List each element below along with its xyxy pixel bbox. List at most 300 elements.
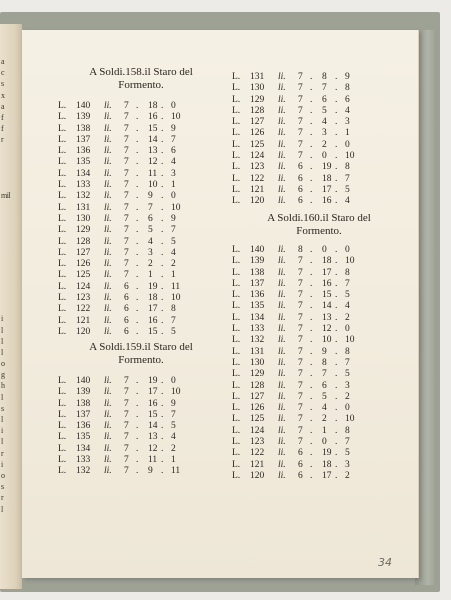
heading-line: Formento.: [118, 353, 164, 366]
table-cell: li.: [104, 326, 112, 337]
separator-dot: .: [310, 245, 313, 255]
table-cell: li.: [104, 466, 112, 477]
table-cell: li.: [278, 448, 286, 459]
table-cell: 16: [148, 315, 158, 326]
separator-dot: .: [335, 105, 338, 116]
separator-dot: .: [161, 270, 164, 281]
separator-dot: .: [310, 128, 313, 139]
fragment-line: [1, 302, 21, 313]
table-cell: 6: [298, 173, 303, 184]
table-cell: 7: [298, 139, 303, 150]
separator-dot: .: [335, 173, 338, 184]
separator-dot: .: [161, 225, 164, 236]
table-cell: 129: [76, 225, 91, 236]
table-cell: 13: [148, 432, 158, 443]
table-cell: 0: [345, 139, 350, 150]
table-cell: li.: [278, 173, 286, 184]
table-cell: 7: [124, 146, 129, 157]
separator-dot: .: [136, 247, 139, 258]
table-cell: 3: [345, 117, 350, 128]
table-cell: 17: [148, 304, 158, 315]
table-cell: L.: [58, 293, 67, 304]
table-cell: L.: [232, 278, 241, 289]
left-page-text-fragments: [1, 56, 21, 515]
table-cell: L.: [58, 101, 67, 111]
table-cell: 5: [345, 448, 350, 459]
table-cell: li.: [278, 105, 286, 116]
separator-dot: .: [136, 376, 139, 386]
fragment-line: [1, 146, 21, 157]
table-cell: 132: [76, 191, 91, 202]
page-number: 34: [378, 556, 392, 569]
table-cell: li.: [104, 168, 112, 179]
table-cell: 126: [76, 259, 91, 270]
table-cell: 4: [345, 105, 350, 116]
table-cell: li.: [278, 312, 286, 323]
separator-dot: .: [136, 202, 139, 213]
table-cell: 7: [298, 403, 303, 414]
table-cell: 15: [148, 326, 158, 337]
table-cell: L.: [232, 448, 241, 459]
table-cell: L.: [232, 72, 241, 82]
table-cell: 7: [298, 301, 303, 312]
separator-dot: .: [161, 455, 164, 466]
fragment-line: r: [1, 448, 4, 458]
separator-dot: .: [335, 335, 338, 346]
table-cell: li.: [104, 236, 112, 247]
table-cell: 1: [171, 180, 176, 191]
table-cell: L.: [232, 459, 241, 470]
table-cell: 10: [171, 293, 181, 304]
table-cell: 128: [250, 105, 265, 116]
separator-dot: .: [161, 443, 164, 454]
fragment-line: l: [1, 392, 3, 402]
table-cell: L.: [58, 191, 67, 202]
separator-dot: .: [136, 455, 139, 466]
table-cell: 7: [298, 414, 303, 425]
table-cell: L.: [58, 376, 67, 386]
table-cell: 9: [171, 398, 176, 409]
table-cell: L.: [232, 470, 241, 481]
table-cell: 11: [148, 168, 158, 179]
table-cell: 6: [148, 213, 153, 224]
table-cell: li.: [278, 335, 286, 346]
fragment-line: r: [1, 493, 4, 503]
table-cell: L.: [232, 184, 241, 195]
table-cell: L.: [232, 245, 241, 255]
table-cell: li.: [104, 455, 112, 466]
table-cell: li.: [104, 191, 112, 202]
table-cell: 125: [250, 414, 265, 425]
table-cell: 10: [345, 151, 355, 162]
table-cell: li.: [278, 117, 286, 128]
table-cell: 7: [298, 425, 303, 436]
table-cell: 0: [322, 245, 327, 255]
fragment-line: [1, 280, 21, 291]
table-cell: 16: [322, 196, 332, 207]
separator-dot: .: [310, 335, 313, 346]
table-cell: li.: [104, 293, 112, 304]
table-cell: 140: [76, 101, 91, 111]
table-cell: 6: [322, 94, 327, 105]
table-cell: li.: [104, 247, 112, 258]
separator-dot: .: [310, 414, 313, 425]
table-cell: 7: [322, 83, 327, 94]
table-cell: 8: [171, 304, 176, 315]
separator-dot: .: [310, 267, 313, 278]
table-cell: 17: [322, 470, 332, 481]
separator-dot: .: [310, 324, 313, 335]
table-cell: 0: [322, 151, 327, 162]
separator-dot: .: [335, 346, 338, 357]
separator-dot: .: [136, 409, 139, 420]
fragment-line: [1, 213, 21, 224]
table-cell: li.: [104, 376, 112, 386]
separator-dot: .: [335, 459, 338, 470]
table-cell: 8: [345, 267, 350, 278]
fragment-line: c: [1, 68, 5, 78]
table-cell: 7: [124, 432, 129, 443]
table-cell: 8: [345, 162, 350, 173]
table-cell: 8: [345, 83, 350, 94]
table-cell: L.: [58, 421, 67, 432]
table-cell: 18: [148, 293, 158, 304]
table-cell: 2: [171, 259, 176, 270]
table-cell: 13: [322, 312, 332, 323]
table-cell: 5: [345, 369, 350, 380]
table-cell: li.: [278, 128, 286, 139]
separator-dot: .: [136, 180, 139, 191]
table-cell: 121: [250, 184, 265, 195]
fragment-line: i: [1, 426, 3, 436]
table-cell: 7: [124, 398, 129, 409]
separator-dot: .: [335, 391, 338, 402]
separator-dot: .: [161, 466, 164, 477]
table-cell: li.: [278, 94, 286, 105]
table-cell: L.: [232, 301, 241, 312]
table-cell: 2: [148, 259, 153, 270]
table-cell: 7: [298, 324, 303, 335]
separator-dot: .: [161, 168, 164, 179]
table-cell: 132: [76, 466, 91, 477]
table-cell: L.: [58, 225, 67, 236]
separator-dot: .: [161, 213, 164, 224]
table-cell: L.: [58, 236, 67, 247]
heading-line: A Soldi.160.il Staro del: [267, 212, 371, 224]
fragment-line: [1, 168, 21, 179]
table-cell: 121: [76, 315, 91, 326]
table-cell: 7: [124, 236, 129, 247]
table-cell: 7: [298, 105, 303, 116]
table-cell: 7: [298, 391, 303, 402]
table-cell: 6: [124, 281, 129, 292]
table-cell: 131: [76, 202, 91, 213]
table-cell: 4: [322, 117, 327, 128]
table-cell: 127: [250, 117, 265, 128]
table-cell: 130: [76, 213, 91, 224]
separator-dot: .: [136, 112, 139, 123]
table-cell: L.: [232, 324, 241, 335]
table-cell: 7: [298, 346, 303, 357]
fragment-line: a: [1, 57, 5, 66]
table-cell: 2: [322, 139, 327, 150]
separator-dot: .: [335, 267, 338, 278]
table-cell: 7: [124, 455, 129, 466]
fragment-line: i: [1, 314, 3, 324]
separator-dot: .: [161, 134, 164, 145]
table-cell: L.: [232, 437, 241, 448]
table-cell: 7: [298, 380, 303, 391]
table-cell: 5: [171, 326, 176, 337]
fragment-line: l: [1, 415, 3, 424]
separator-dot: .: [335, 139, 338, 150]
table-cell: L.: [58, 398, 67, 409]
table-cell: 135: [76, 157, 91, 168]
table-cell: li.: [278, 267, 286, 278]
table-cell: 9: [148, 191, 153, 202]
separator-dot: .: [335, 437, 338, 448]
table-cell: 6: [298, 459, 303, 470]
table-cell: 7: [124, 466, 129, 477]
table-cell: L.: [232, 139, 241, 150]
separator-dot: .: [161, 281, 164, 292]
table-cell: L.: [58, 409, 67, 420]
separator-dot: .: [161, 202, 164, 213]
table-cell: 10: [171, 202, 181, 213]
table-cell: L.: [58, 387, 67, 398]
table-cell: li.: [104, 387, 112, 398]
table-cell: 18: [148, 101, 158, 111]
separator-dot: .: [161, 191, 164, 202]
table-cell: 6: [298, 162, 303, 173]
table-cell: 7: [124, 168, 129, 179]
table-cell: 2: [171, 443, 176, 454]
table-cell: L.: [232, 196, 241, 207]
separator-dot: .: [136, 146, 139, 157]
separator-dot: .: [310, 357, 313, 368]
table-cell: 125: [250, 139, 265, 150]
table-cell: 9: [171, 213, 176, 224]
table-cell: 7: [298, 94, 303, 105]
fragment-line: [1, 269, 21, 280]
separator-dot: .: [136, 213, 139, 224]
table-cell: 7: [124, 202, 129, 213]
separator-dot: .: [136, 191, 139, 202]
table-cell: 10: [345, 335, 355, 346]
table-cell: 7: [124, 213, 129, 224]
table-cell: L.: [58, 455, 67, 466]
table-cell: 120: [250, 470, 265, 481]
table-cell: li.: [104, 443, 112, 454]
table-cell: 5: [148, 225, 153, 236]
table-cell: 124: [76, 281, 91, 292]
separator-dot: .: [335, 256, 338, 267]
separator-dot: .: [310, 256, 313, 267]
separator-dot: .: [161, 146, 164, 157]
table-cell: 138: [76, 123, 91, 134]
table-cell: 1: [322, 425, 327, 436]
table-cell: 7: [298, 128, 303, 139]
table-cell: L.: [232, 380, 241, 391]
table-cell: 6: [124, 326, 129, 337]
separator-dot: .: [310, 105, 313, 116]
book-page: [22, 30, 419, 578]
separator-dot: .: [310, 312, 313, 323]
table-cell: 7: [124, 443, 129, 454]
table-cell: L.: [232, 414, 241, 425]
table-cell: 5: [322, 391, 327, 402]
table-cell: 134: [76, 168, 91, 179]
separator-dot: .: [335, 162, 338, 173]
table-cell: li.: [278, 380, 286, 391]
table-cell: L.: [232, 128, 241, 139]
table-cell: 9: [148, 466, 153, 477]
table-cell: 7: [298, 267, 303, 278]
table-cell: 9: [171, 123, 176, 134]
separator-dot: .: [310, 151, 313, 162]
table-cell: 135: [76, 432, 91, 443]
table-cell: 6: [322, 380, 327, 391]
table-cell: 0: [345, 403, 350, 414]
table-cell: li.: [278, 369, 286, 380]
separator-dot: .: [161, 293, 164, 304]
separator-dot: .: [161, 326, 164, 337]
table-cell: 122: [250, 448, 265, 459]
table-cell: 13: [148, 146, 158, 157]
table-cell: L.: [58, 466, 67, 477]
table-cell: L.: [58, 443, 67, 454]
table-cell: li.: [104, 134, 112, 145]
table-cell: li.: [278, 83, 286, 94]
table-cell: li.: [104, 281, 112, 292]
table-cell: li.: [278, 139, 286, 150]
separator-dot: .: [161, 409, 164, 420]
fragment-line: [1, 201, 21, 212]
table-cell: L.: [232, 105, 241, 116]
table-cell: 4: [345, 196, 350, 207]
table-cell: L.: [58, 326, 67, 337]
table-cell: 12: [148, 443, 158, 454]
separator-dot: .: [136, 259, 139, 270]
table-cell: L.: [58, 270, 67, 281]
table-cell: 7: [171, 315, 176, 326]
table-cell: 1: [345, 128, 350, 139]
separator-dot: .: [335, 128, 338, 139]
separator-dot: .: [310, 196, 313, 207]
separator-dot: .: [335, 380, 338, 391]
separator-dot: .: [310, 459, 313, 470]
separator-dot: .: [310, 117, 313, 128]
table-cell: 7: [345, 278, 350, 289]
table-cell: 5: [322, 105, 327, 116]
separator-dot: .: [335, 245, 338, 255]
table-cell: 15: [148, 409, 158, 420]
separator-dot: .: [161, 376, 164, 386]
table-cell: 5: [171, 421, 176, 432]
heading-line: A Soldi.159.il Staro del: [89, 341, 193, 353]
separator-dot: .: [335, 470, 338, 481]
table-cell: 7: [124, 191, 129, 202]
heading-line: A Soldi.158.il Staro del: [89, 66, 193, 78]
table-cell: 0: [171, 191, 176, 202]
table-cell: 4: [171, 432, 176, 443]
table-cell: 139: [76, 112, 91, 123]
table-cell: 6: [171, 146, 176, 157]
separator-dot: .: [335, 324, 338, 335]
table-cell: 123: [76, 293, 91, 304]
table-cell: L.: [232, 173, 241, 184]
separator-dot: .: [161, 247, 164, 258]
table-cell: 6: [124, 315, 129, 326]
table-cell: 129: [250, 369, 265, 380]
table-cell: li.: [278, 151, 286, 162]
separator-dot: .: [310, 470, 313, 481]
table-cell: 120: [76, 326, 91, 337]
table-cell: 0: [322, 437, 327, 448]
table-cell: 7: [298, 437, 303, 448]
table-cell: 9: [322, 346, 327, 357]
table-cell: L.: [232, 151, 241, 162]
table-cell: 7: [171, 134, 176, 145]
table-cell: 7: [124, 409, 129, 420]
separator-dot: .: [161, 421, 164, 432]
table-cell: 124: [250, 425, 265, 436]
table-cell: 127: [76, 247, 91, 258]
table-cell: li.: [104, 146, 112, 157]
table-cell: li.: [278, 256, 286, 267]
fragment-line: f: [1, 112, 4, 122]
table-cell: 7: [124, 157, 129, 168]
table-cell: 8: [298, 245, 303, 255]
fragment-line: i: [1, 459, 3, 469]
table-cell: 11: [148, 455, 158, 466]
table-cell: L.: [58, 112, 67, 123]
separator-dot: .: [136, 168, 139, 179]
table-cell: L.: [232, 391, 241, 402]
table-cell: 2: [345, 470, 350, 481]
table-cell: 136: [76, 421, 91, 432]
table-cell: li.: [104, 259, 112, 270]
table-cell: li.: [278, 403, 286, 414]
separator-dot: .: [136, 387, 139, 398]
table-cell: 122: [76, 304, 91, 315]
table-cell: 0: [171, 376, 176, 386]
table-cell: li.: [104, 112, 112, 123]
table-cell: 138: [76, 398, 91, 409]
separator-dot: .: [310, 301, 313, 312]
table-cell: 7: [298, 151, 303, 162]
separator-dot: .: [161, 432, 164, 443]
table-cell: 7: [345, 437, 350, 448]
table-cell: 7: [298, 83, 303, 94]
separator-dot: .: [136, 398, 139, 409]
separator-dot: .: [161, 315, 164, 326]
table-cell: 131: [250, 72, 265, 82]
table-cell: 17: [322, 267, 332, 278]
separator-dot: .: [136, 270, 139, 281]
table-cell: li.: [104, 304, 112, 315]
table-cell: 129: [250, 94, 265, 105]
separator-dot: .: [136, 225, 139, 236]
table-cell: 4: [148, 236, 153, 247]
table-cell: 12: [148, 157, 158, 168]
separator-dot: .: [310, 437, 313, 448]
fragment-line: l: [1, 325, 3, 335]
table-cell: 18: [322, 256, 332, 267]
separator-dot: .: [335, 448, 338, 459]
table-cell: L.: [58, 157, 67, 168]
table-cell: 7: [345, 357, 350, 368]
